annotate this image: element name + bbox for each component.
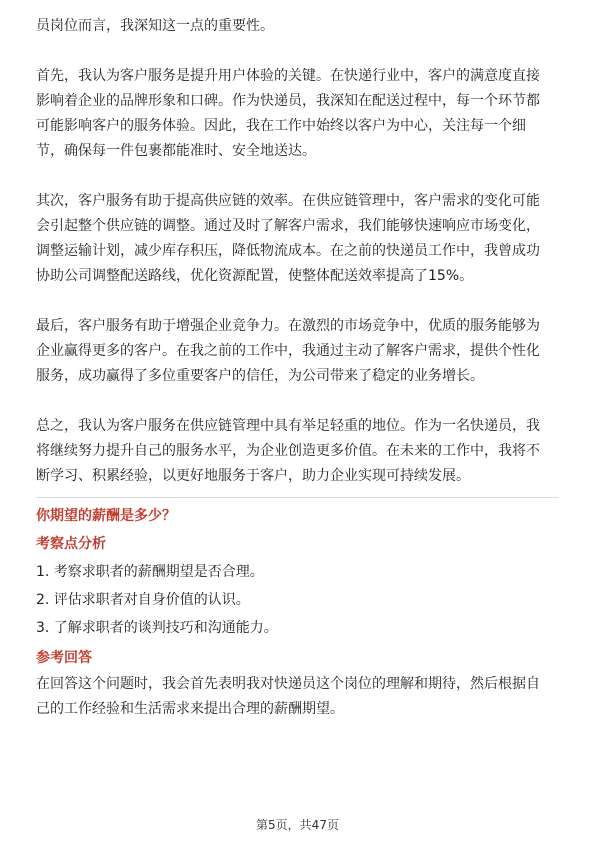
list-item: 1. 考察求职者的薪酬期望是否合理。 xyxy=(36,564,264,580)
analysis-heading: 考察点分析 xyxy=(36,536,106,552)
paragraph-line: 将继续努力提升自己的服务水平，为企业创造更多价值。在未来的工作中，我将不 xyxy=(36,443,540,459)
paragraph-line: 总之，我认为客户服务在供应链管理中具有举足轻重的地位。作为一名快递员，我 xyxy=(36,418,540,434)
paragraph-line: 节，确保每一件包裹都能准时、安全地送达。 xyxy=(36,143,316,159)
paragraph-line: 首先，我认为客户服务是提升用户体验的关键。在快递行业中，客户的满意度直接 xyxy=(36,68,540,84)
paragraph-line: 员岗位而言，我深知这一点的重要性。 xyxy=(36,18,274,34)
paragraph-line: 调整运输计划，减少库存积压，降低物流成本。在之前的快递员工作中，我曾成功 xyxy=(36,243,540,259)
list-item: 3. 了解求职者的谈判技巧和沟通能力。 xyxy=(36,620,278,636)
paragraph-line: 会引起整个供应链的调整。通过及时了解客户需求，我们能够快速响应市场变化， xyxy=(36,218,540,234)
paragraph-supply-chain-efficiency xyxy=(36,189,559,289)
analysis-list xyxy=(36,558,559,642)
section-divider xyxy=(36,497,559,498)
paragraph-intro-end xyxy=(36,14,559,39)
paragraph-line: 影响着企业的品牌形象和口碑。作为快递员，我深知在配送过程中，每一个环节都 xyxy=(36,93,540,109)
paragraph-line: 断学习、积累经验，以更好地服务于客户，助力企业实现可持续发展。 xyxy=(36,468,470,484)
paragraph-line: 其次，客户服务有助于提高供应链的效率。在供应链管理中，客户需求的变化可能 xyxy=(36,193,540,209)
document-page xyxy=(36,14,559,722)
paragraph-line: 协助公司调整配送路线，优化资源配置，使整体配送效率提高了15%。 xyxy=(36,268,474,284)
page-number: 第5页，共47页 xyxy=(256,818,339,832)
answer-line: 己的工作经验和生活需求来提出合理的薪酬期望。 xyxy=(36,701,344,717)
paragraph-line: 可能影响客户的服务体验。因此，我在工作中始终以客户为中心，关注每一个细 xyxy=(36,118,526,134)
question-title: 你期望的薪酬是多少？ xyxy=(36,508,176,524)
paragraph-line: 企业赢得更多的客户。在我之前的工作中，我通过主动了解客户需求，提供个性化 xyxy=(36,343,540,359)
paragraph-line: 服务，成功赢得了多位重要客户的信任，为公司带来了稳定的业务增长。 xyxy=(36,368,484,384)
paragraph-customer-experience xyxy=(36,64,559,164)
list-item: 2. 评估求职者对自身价值的认识。 xyxy=(36,592,250,608)
answer-heading: 参考回答 xyxy=(36,650,92,666)
paragraph-conclusion xyxy=(36,414,559,489)
paragraph-line: 最后，客户服务有助于增强企业竞争力。在激烈的市场竞争中，优质的服务能够为 xyxy=(36,318,540,334)
paragraph-competitiveness xyxy=(36,314,559,389)
answer-line: 在回答这个问题时，我会首先表明我对快递员这个岗位的理解和期待，然后根据自 xyxy=(36,676,540,692)
reference-answer xyxy=(36,672,559,722)
